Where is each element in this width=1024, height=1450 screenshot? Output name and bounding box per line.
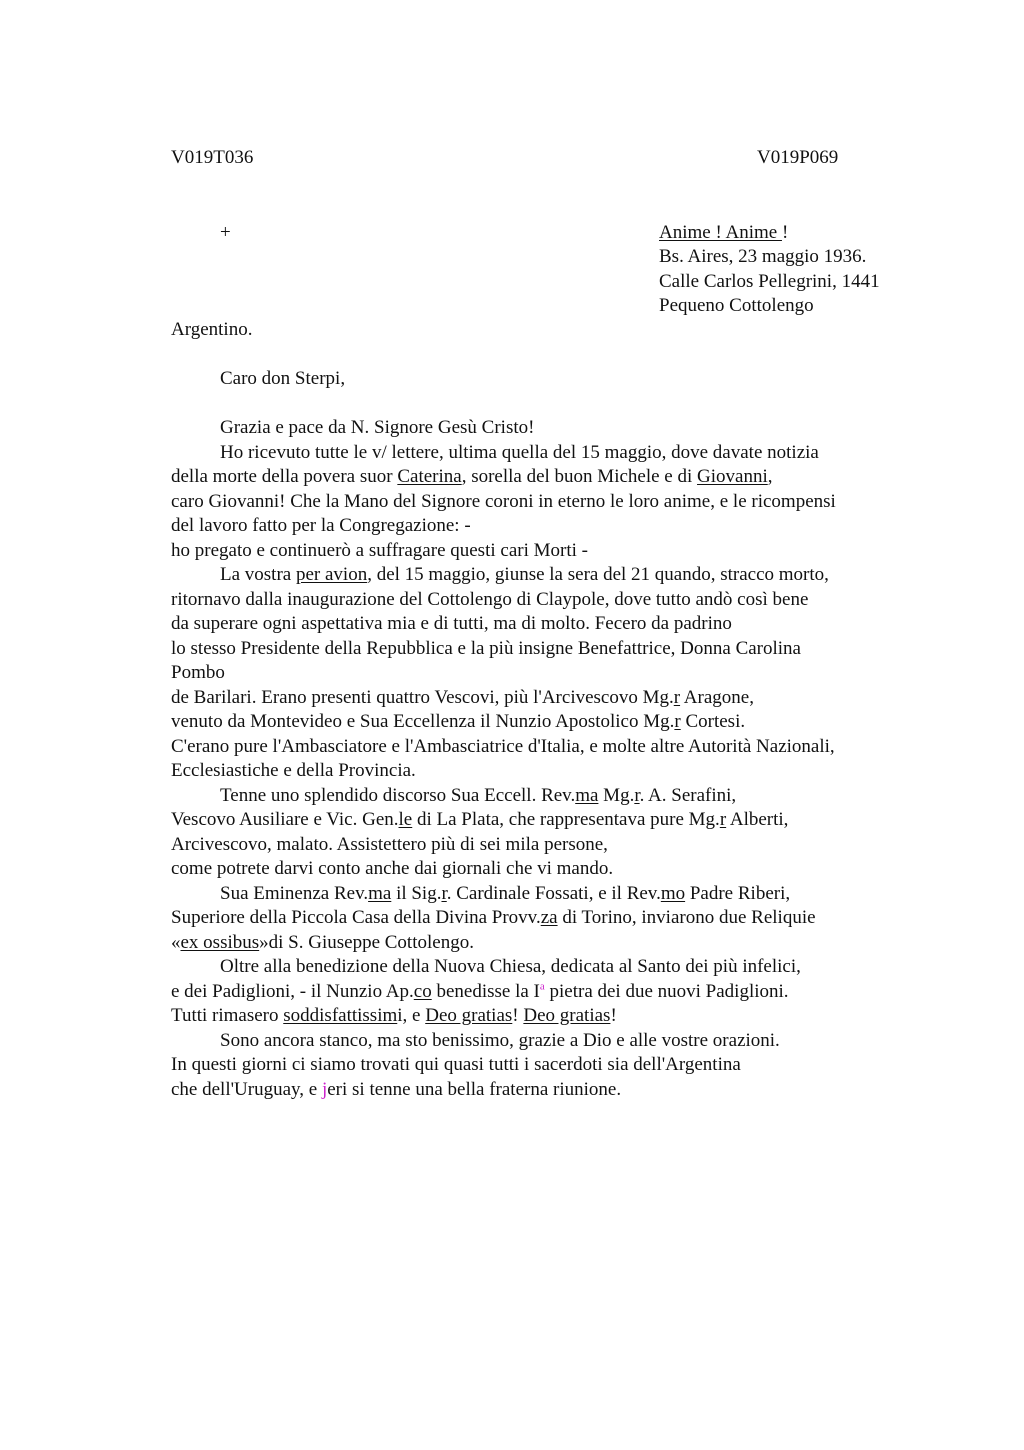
body-line: Ecclesiastiche e della Provincia. [171, 760, 416, 781]
body-line: della morte della povera suor Caterina, sorella del buon Michele e di Giovanni, [171, 466, 773, 487]
body-line: da superare ogni aspettativa mia e di tutti, ma di molto. Fecero da padrino [171, 613, 732, 634]
body-line: Pombo [171, 662, 225, 683]
address-line: Calle Carlos Pellegrini, 1441 [659, 270, 880, 292]
motto-end: ! [781, 222, 789, 243]
document-code-left: V019T036 [171, 147, 254, 168]
body-line: che dell'Uruguay, e jeri si tenne una bella fraterna riunione. [171, 1078, 622, 1100]
body-line: del lavoro fatto per la Congregazione: - [171, 515, 471, 536]
body-line: La vostra per avion, del 15 maggio, giunse la sera del 21 quando, stracco morto, [220, 564, 829, 585]
institution-continuation: Argentino. [171, 319, 253, 340]
motto-underlined: Anime ! Anime [659, 222, 782, 243]
body-line: Vescovo Ausiliare e Vic. Gen.le di La Plata, che rappresentava pure Mg.r Alberti, [171, 809, 789, 830]
body-line: ritornavo dalla inaugurazione del Cottolengo di Claypole, dove tutto andò così bene [171, 588, 809, 610]
body-line: Oltre alla benedizione della Nuova Chiesa, dedicata al Santo dei più infelici, [220, 956, 801, 977]
body-line: venuto da Montevideo e Sua Eccellenza il Nunzio Apostolico Mg.r Cortesi. [171, 711, 746, 732]
body-line: come potrete darvi conto anche dai giornali che vi mando. [171, 858, 614, 879]
cross-mark: + [220, 222, 231, 243]
letter-heading-block [659, 221, 880, 318]
body-line: «ex ossibus»di S. Giuseppe Cottolengo. [171, 931, 474, 953]
body-line: Grazia e pace da N. Signore Gesù Cristo! [220, 417, 535, 438]
body-line: ho pregato e continuerò a suffragare questi cari Morti - [171, 539, 588, 561]
body-line: In questi giorni ci siamo trovati qui quasi tutti i sacerdoti sia dell'Argentina [171, 1054, 741, 1075]
motto [659, 221, 880, 245]
highlighted-letter: j [321, 1078, 328, 1100]
body-line: lo stesso Presidente della Repubblica e la più insigne Benefattrice, Donna Carolina [171, 637, 801, 659]
body-line: Sua Eminenza Rev.ma il Sig.r. Cardinale Fossati, e il Rev.mo Padre Riberi, [220, 882, 791, 904]
body-line: de Barilari. Erano presenti quattro Vescovi, più l'Arcivescovo Mg.r Aragone, [171, 686, 754, 708]
body-line: Ho ricevuto tutte le v/ lettere, ultima quella del 15 maggio, dove davate notizia [220, 441, 819, 463]
body-line: e dei Padiglioni, - il Nunzio Ap.co benedisse la $I^a$ pietra dei due nuovi Padiglioni. [171, 980, 789, 1002]
date-line: Bs. Aires, 23 maggio 1936. [659, 246, 867, 268]
body-line: caro Giovanni! Che la Mano del Signore coroni in eterno le loro anime, e le ricompensi [171, 490, 836, 512]
salutation: Caro don Sterpi, [220, 368, 346, 389]
body-line: Tutti rimasero soddisfattissimi, e Deo gratias! Deo gratias! [171, 1005, 617, 1026]
body-line: C'erano pure l'Ambasciatore e l'Ambasciatrice d'Italia, e molte altre Autorità Nazionali, [171, 735, 835, 757]
ordinal-superscript: a [539, 980, 545, 993]
body-line: Superiore della Piccola Casa della Divina Provv.za di Torino, inviarono due Reliquie [171, 907, 816, 928]
body-line: Sono ancora stanco, ma sto benissimo, grazie a Dio e alle vostre orazioni. [220, 1029, 780, 1051]
institution-line: Pequeno Cottolengo [659, 294, 814, 316]
body-line: Tenne uno splendido discorso Sua Eccell. Rev.ma Mg.r. A. Serafini, [220, 784, 737, 806]
document-code-right: V019P069 [757, 147, 839, 168]
body-line: Arcivescovo, malato. Assistettero più di sei mila persone, [171, 833, 608, 855]
